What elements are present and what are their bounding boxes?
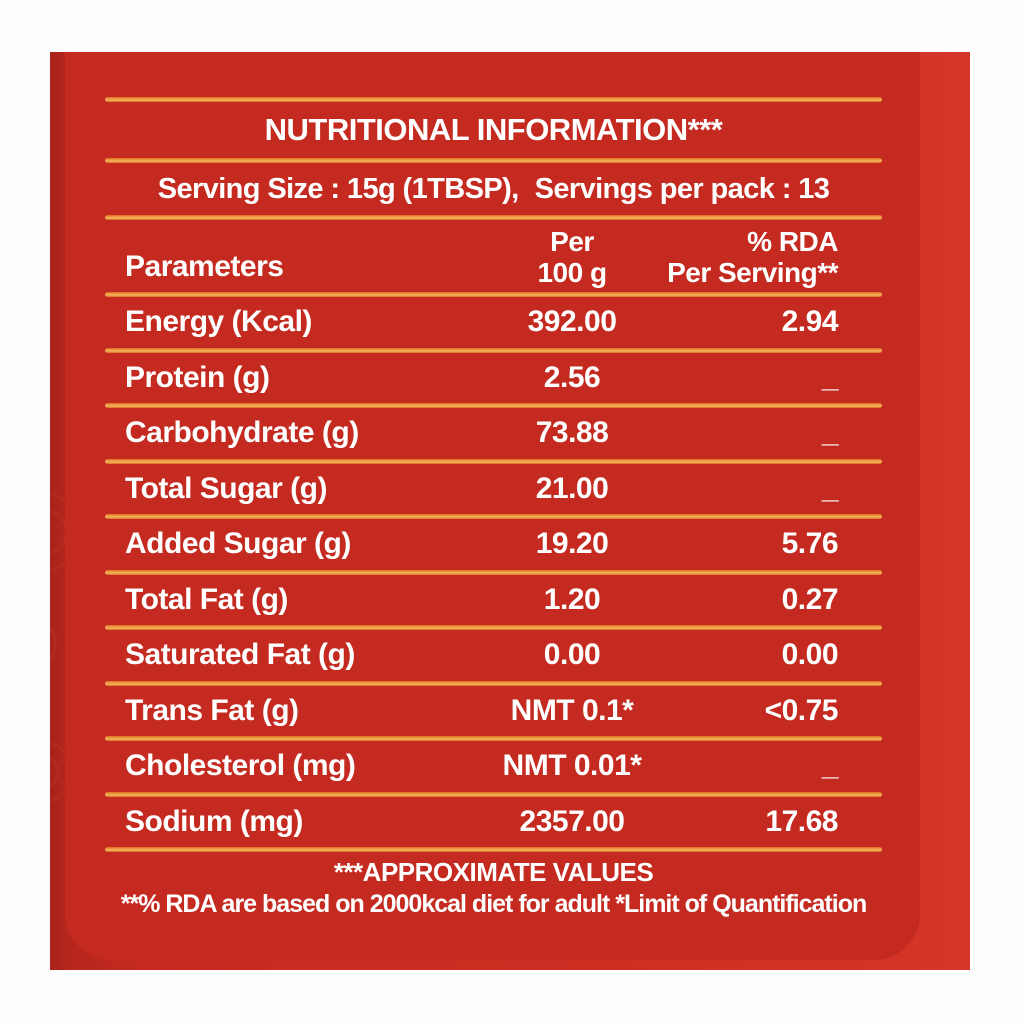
row-per100-value: 21.00: [535, 471, 609, 505]
table-row: [105, 797, 882, 848]
table-row: [105, 408, 882, 459]
table-row: [105, 575, 882, 626]
approximate-values-note: ***APPROXIMATE VALUES: [333, 857, 654, 887]
row-per100-value: 19.20: [535, 527, 609, 561]
row-label: Carbohydrate (g): [125, 416, 359, 450]
row-rda-value: 5.76: [781, 527, 838, 561]
row-per100-value: NMT 0.01*: [502, 749, 642, 783]
row-label: Total Fat (g): [125, 582, 288, 616]
panel-title-block: [105, 102, 882, 158]
row-label: Saturated Fat (g): [125, 638, 355, 672]
serving-size-text: Serving Size : 15g (1TBSP),: [157, 172, 519, 205]
row-rda-value: _: [821, 360, 838, 394]
row-label: Trans Fat (g): [125, 693, 299, 727]
nutrition-panel: [65, 52, 920, 960]
row-rda-value: <0.75: [764, 693, 838, 727]
table-row: [105, 630, 882, 681]
row-per100-value: 73.88: [535, 416, 609, 450]
footnotes: [105, 857, 882, 919]
divider-line: [105, 847, 882, 852]
table-row: [105, 686, 882, 737]
row-label: Added Sugar (g): [125, 527, 351, 561]
row-label: Sodium (mg): [125, 804, 303, 838]
table-row: [105, 297, 882, 348]
row-per100-value: 0.00: [543, 638, 601, 672]
row-rda-value: _: [821, 471, 838, 505]
row-rda-value: 17.68: [765, 804, 838, 838]
servings-per-pack-text: Servings per pack : 13: [534, 172, 830, 205]
table-row: [105, 519, 882, 570]
row-rda-value: _: [821, 749, 838, 783]
header-rda-per-serving: % RDA Per Serving**: [667, 226, 838, 288]
row-rda-value: _: [821, 416, 838, 450]
table-header-row: [105, 220, 882, 292]
row-rda-value: 2.94: [781, 305, 838, 339]
row-label: Total Sugar (g): [125, 471, 327, 505]
row-per100-value: NMT 0.1*: [510, 693, 634, 727]
row-per100-value: 1.20: [543, 582, 601, 616]
header-per-100g: Per 100 g: [537, 226, 607, 288]
row-label: Protein (g): [125, 360, 270, 394]
package-background: [50, 52, 970, 970]
row-per100-value: 2.56: [543, 360, 601, 394]
table-row: [105, 741, 882, 792]
row-per100-value: 2357.00: [519, 804, 625, 838]
header-parameters: Parameters: [125, 250, 284, 283]
row-rda-value: 0.00: [781, 638, 838, 672]
row-per100-value: 392.00: [527, 305, 617, 339]
row-label: Energy (Kcal): [125, 305, 312, 339]
panel-content: [105, 52, 882, 919]
rda-basis-note: **% RDA are based on 2000kcal diet for adult *Limit of Quantification: [120, 890, 867, 918]
row-label: Cholesterol (mg): [125, 749, 356, 783]
table-row: [105, 353, 882, 404]
row-rda-value: 0.27: [781, 582, 838, 616]
panel-title: NUTRITIONAL INFORMATION***: [264, 112, 723, 147]
serving-info: [105, 163, 882, 215]
table-row: [105, 464, 882, 515]
